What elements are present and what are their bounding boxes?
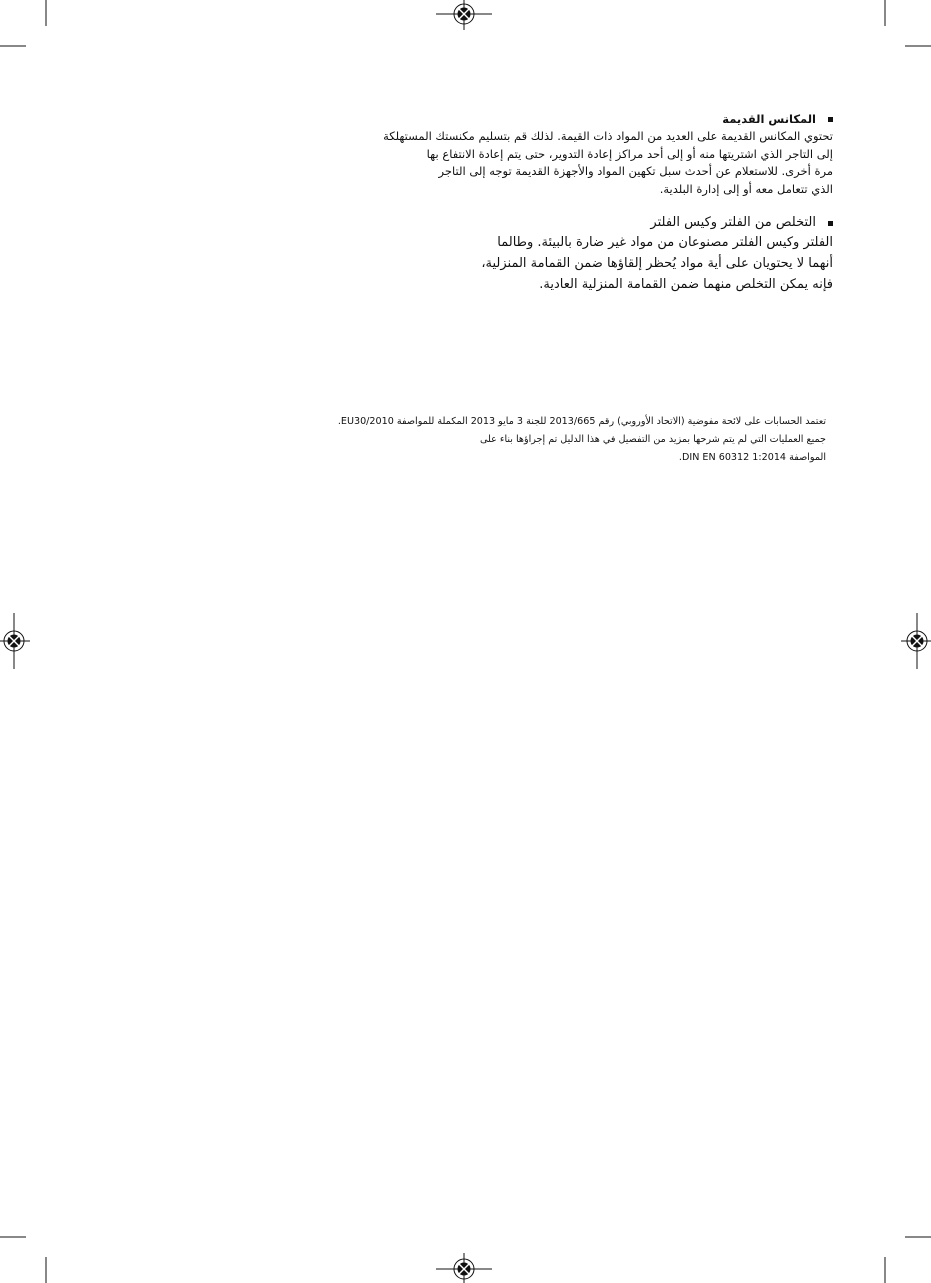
old-appliances-heading: المكانس القديمة bbox=[722, 112, 816, 126]
footnote-procedures: جميع العمليات التي لم يتم شرحها بمزيد من التفصيل في هذا الدليل تم إجراؤها بناء على bbox=[479, 434, 826, 445]
footnote-regulation: تعتمد الحسابات على لائحة مفوضية (الاتحاد الأوروبي) رقم 2013/665 للجنة 3 مايو 2013 المكملة للمواصفة EU30/2010. bbox=[337, 416, 826, 427]
filter-disposal-section bbox=[400, 214, 833, 295]
old-appliances-section bbox=[383, 110, 833, 198]
square-bullet-icon bbox=[828, 117, 833, 122]
paragraph-line: أنهما لا يحتويان على أية مواد يُحظر إلقاؤها ضمن القمامة المنزلية، bbox=[481, 256, 833, 271]
paragraph-line: فإنه يمكن التخلص منهما ضمن القمامة المنزلية العادية. bbox=[539, 277, 833, 292]
paragraph-line: الفلتر وكيس الفلتر مصنوعان من مواد غير ضارة بالبيئة. وطالما bbox=[497, 235, 833, 250]
paragraph-line: مرة أخرى. للاستعلام عن أحدث سبل تكهين المواد والأجهزة القديمة توجه إلى التاجر bbox=[438, 164, 833, 178]
old-appliances-heading-row bbox=[400, 110, 833, 128]
paragraph-line: تحتوي المكانس القديمة على العديد من المواد ذات القيمة. لذلك قم بتسليم مكنستك المستهلكة bbox=[383, 129, 833, 143]
footnote-standard: المواصفة DIN EN 60312 1:2014. bbox=[678, 452, 826, 463]
paragraph-line: الذي تتعامل معه أو إلى إدارة البلدية. bbox=[659, 181, 833, 196]
filter-disposal-paragraph bbox=[481, 232, 833, 295]
filter-disposal-heading-row bbox=[400, 214, 833, 232]
filter-disposal-heading: التخلص من الفلتر وكيس الفلتر bbox=[650, 215, 816, 230]
paragraph-line: إلى التاجر الذي اشتريتها منه أو إلى أحد مراكز إعادة التدوير، حتى يتم إعادة الانتفاع بها bbox=[426, 146, 833, 161]
registration-target-icon-left bbox=[0, 613, 30, 669]
registration-target-icon-top bbox=[436, 0, 492, 30]
square-bullet-icon bbox=[828, 221, 833, 226]
old-appliances-paragraph bbox=[383, 128, 833, 198]
registration-target-icon-bottom bbox=[436, 1253, 492, 1283]
registration-target-icon-right bbox=[901, 613, 931, 669]
standards-footnotes bbox=[300, 413, 826, 467]
